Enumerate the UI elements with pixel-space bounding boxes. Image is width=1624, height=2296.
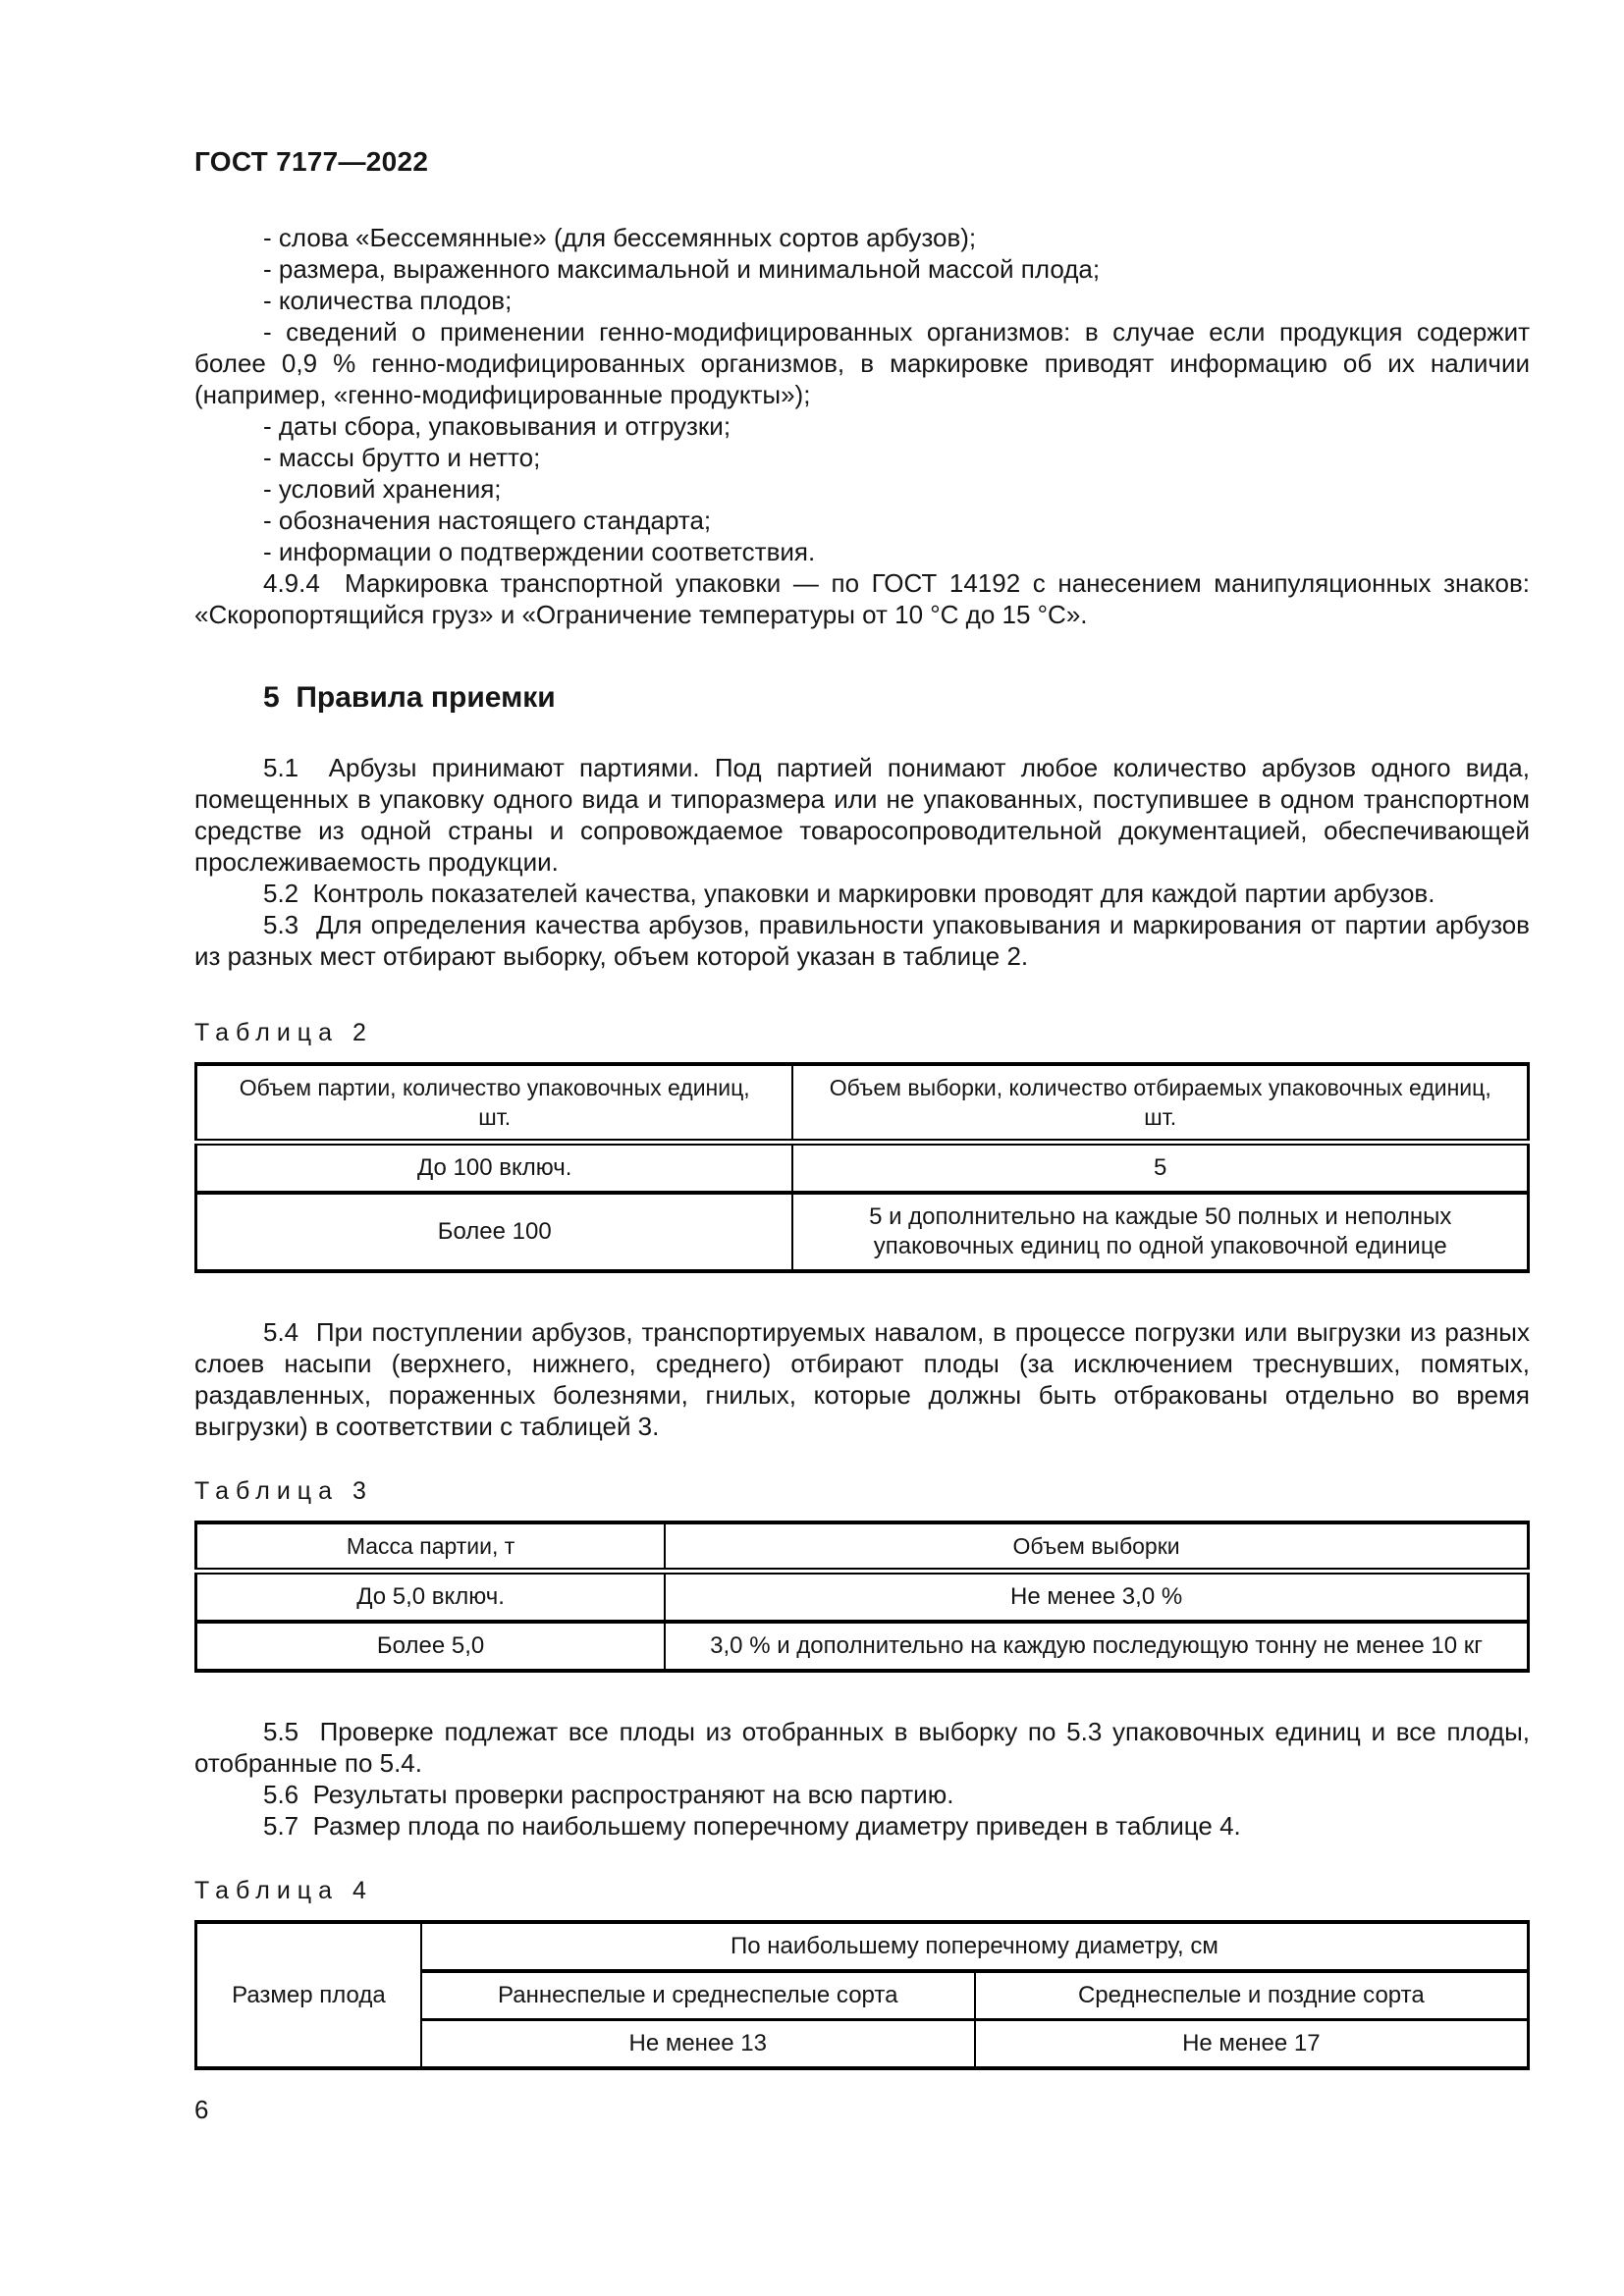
marking-requirements-list: [194, 222, 1530, 630]
table-3-col1-header: Масса партии, т: [196, 1522, 666, 1572]
document-number: ГОСТ 7177—2022: [194, 146, 429, 177]
list-item: - сведений о применении генно-модифицированных организмов: в случае если продукция содержит более 0,9 % генно-модифицированных организмов, в маркировке приводят информацию об их наличии (например, «генно-модифицированные продукты»);: [194, 317, 1530, 409]
list-item: - информации о подтверждении соответствия.: [263, 537, 816, 566]
table-cell: 3,0 % и дополнительно на каждую последующую тонну не менее 10 кг: [665, 1622, 1528, 1671]
table-cell: Не менее 17: [975, 2020, 1529, 2069]
table-row: [196, 1622, 1529, 1671]
cell-line: упаковочных единиц по одной упаковочной единице: [873, 1233, 1447, 1259]
table-3: [194, 1521, 1530, 1673]
table-row: [196, 1143, 1529, 1194]
header-line: Объем выборки, количество отбираемых упаковочных единиц,: [829, 1075, 1491, 1100]
table-2: [194, 1062, 1530, 1273]
table-4-span-header-row: [196, 1922, 1529, 1971]
table-4-span-header: По наибольшему поперечному диаметру, см: [421, 1922, 1529, 1971]
list-item: - количества плодов;: [263, 286, 513, 315]
list-item: - размера, выраженного максимальной и минимальной массой плода;: [263, 254, 1101, 284]
paragraph-5-7: 5.7 Размер плода по наибольшему поперечному диаметру приведен в таблице 4.: [263, 1811, 1241, 1841]
table-2-col1-header: [196, 1064, 793, 1143]
list-item: - условий хранения;: [263, 474, 502, 504]
paragraph-5-4: 5.4 При поступлении арбузов, транспортируемых навалом, в процессе погрузки или выгрузки из разных слоев насыпи (верхнего, нижнего, среднего) отбирают плоды (за исключением треснувших, помятых, раздавленных, пораженных болезнями, гнилых, которые должны быть отбракованы отдельно во время выгрузки) в соответствии с таблицей 3.: [194, 1317, 1530, 1441]
list-item: - массы брутто и нетто;: [263, 443, 541, 472]
cell-line: 5 и дополнительно на каждые 50 полных и неполных: [869, 1203, 1452, 1230]
paragraph-5-3: 5.3 Для определения качества арбузов, правильности упаковывания и маркирования от партии арбузов из разных мест отбирают выборку, объем которой указан в таблице 2.: [194, 910, 1530, 971]
table-2-label: Таблица 2: [194, 1019, 373, 1046]
table-2-header-row: [196, 1064, 1529, 1143]
list-item: - слова «Бессемянные» (для бессемянных сортов арбузов);: [263, 223, 977, 252]
table-4-col2-header: Среднеспелые и поздние сорта: [975, 1971, 1529, 2020]
table-4-label: Таблица 4: [194, 1877, 373, 1904]
paragraph-5-2: 5.2 Контроль показателей качества, упаковки и маркировки проводят для каждой партии арбузов.: [263, 879, 1435, 908]
header-line: Объем партии, количество упаковочных единиц,: [239, 1075, 750, 1100]
page-number: 6: [194, 2095, 209, 2124]
header-line: шт.: [1144, 1104, 1177, 1130]
clause-4-9-4: 4.9.4 Маркировка транспортной упаковки — по ГОСТ 14192 с нанесением манипуляционных знаков: «Скоропортящийся груз» и «Ограничение температуры от 10 °С до 15 °С».: [194, 568, 1530, 629]
table-cell: Более 100: [196, 1193, 793, 1271]
header-line: шт.: [478, 1104, 512, 1130]
table-4: [194, 1920, 1530, 2070]
list-item: - обозначения настоящего стандарта;: [263, 506, 712, 535]
table-3-header-row: [196, 1522, 1529, 1572]
table-cell: До 100 включ.: [196, 1143, 793, 1194]
table-cell: До 5,0 включ.: [196, 1572, 666, 1623]
table-4-corner-cell: Размер плода: [196, 1922, 421, 2068]
table-cell: Более 5,0: [196, 1622, 666, 1671]
table-cell: [792, 1193, 1528, 1271]
table-3-col2-header: Объем выборки: [665, 1522, 1528, 1572]
table-cell: Не менее 3,0 %: [665, 1572, 1528, 1623]
table-cell: Не менее 13: [421, 2020, 975, 2069]
table-cell: 5: [792, 1143, 1528, 1194]
table-3-label: Таблица 3: [194, 1477, 373, 1505]
table-2-col2-header: [792, 1064, 1528, 1143]
paragraph-5-6: 5.6 Результаты проверки распространяют на всю партию.: [263, 1780, 954, 1809]
table-4-col1-header: Раннеспелые и среднеспелые сорта: [421, 1971, 975, 2020]
paragraph-5-5: 5.5 Проверке подлежат все плоды из отобранных в выборку по 5.3 упаковочных единиц и все плоды, отобранные по 5.4.: [194, 1717, 1530, 1778]
table-row: [196, 1572, 1529, 1623]
list-item: - даты сбора, упаковывания и отгрузки;: [263, 411, 731, 441]
section-5-heading: 5 Правила приемки: [263, 681, 556, 714]
paragraph-5-1: 5.1 Арбузы принимают партиями. Под партией понимают любое количество арбузов одного вида, помещенных в упаковку одного вида и типоразмера или не упакованных, поступившее в одном транспортном средстве из одной страны и сопровождаемое товаросопроводительной документацией, обеспечивающей прослеживаемость продукции.: [194, 753, 1530, 877]
table-row: [196, 1193, 1529, 1271]
